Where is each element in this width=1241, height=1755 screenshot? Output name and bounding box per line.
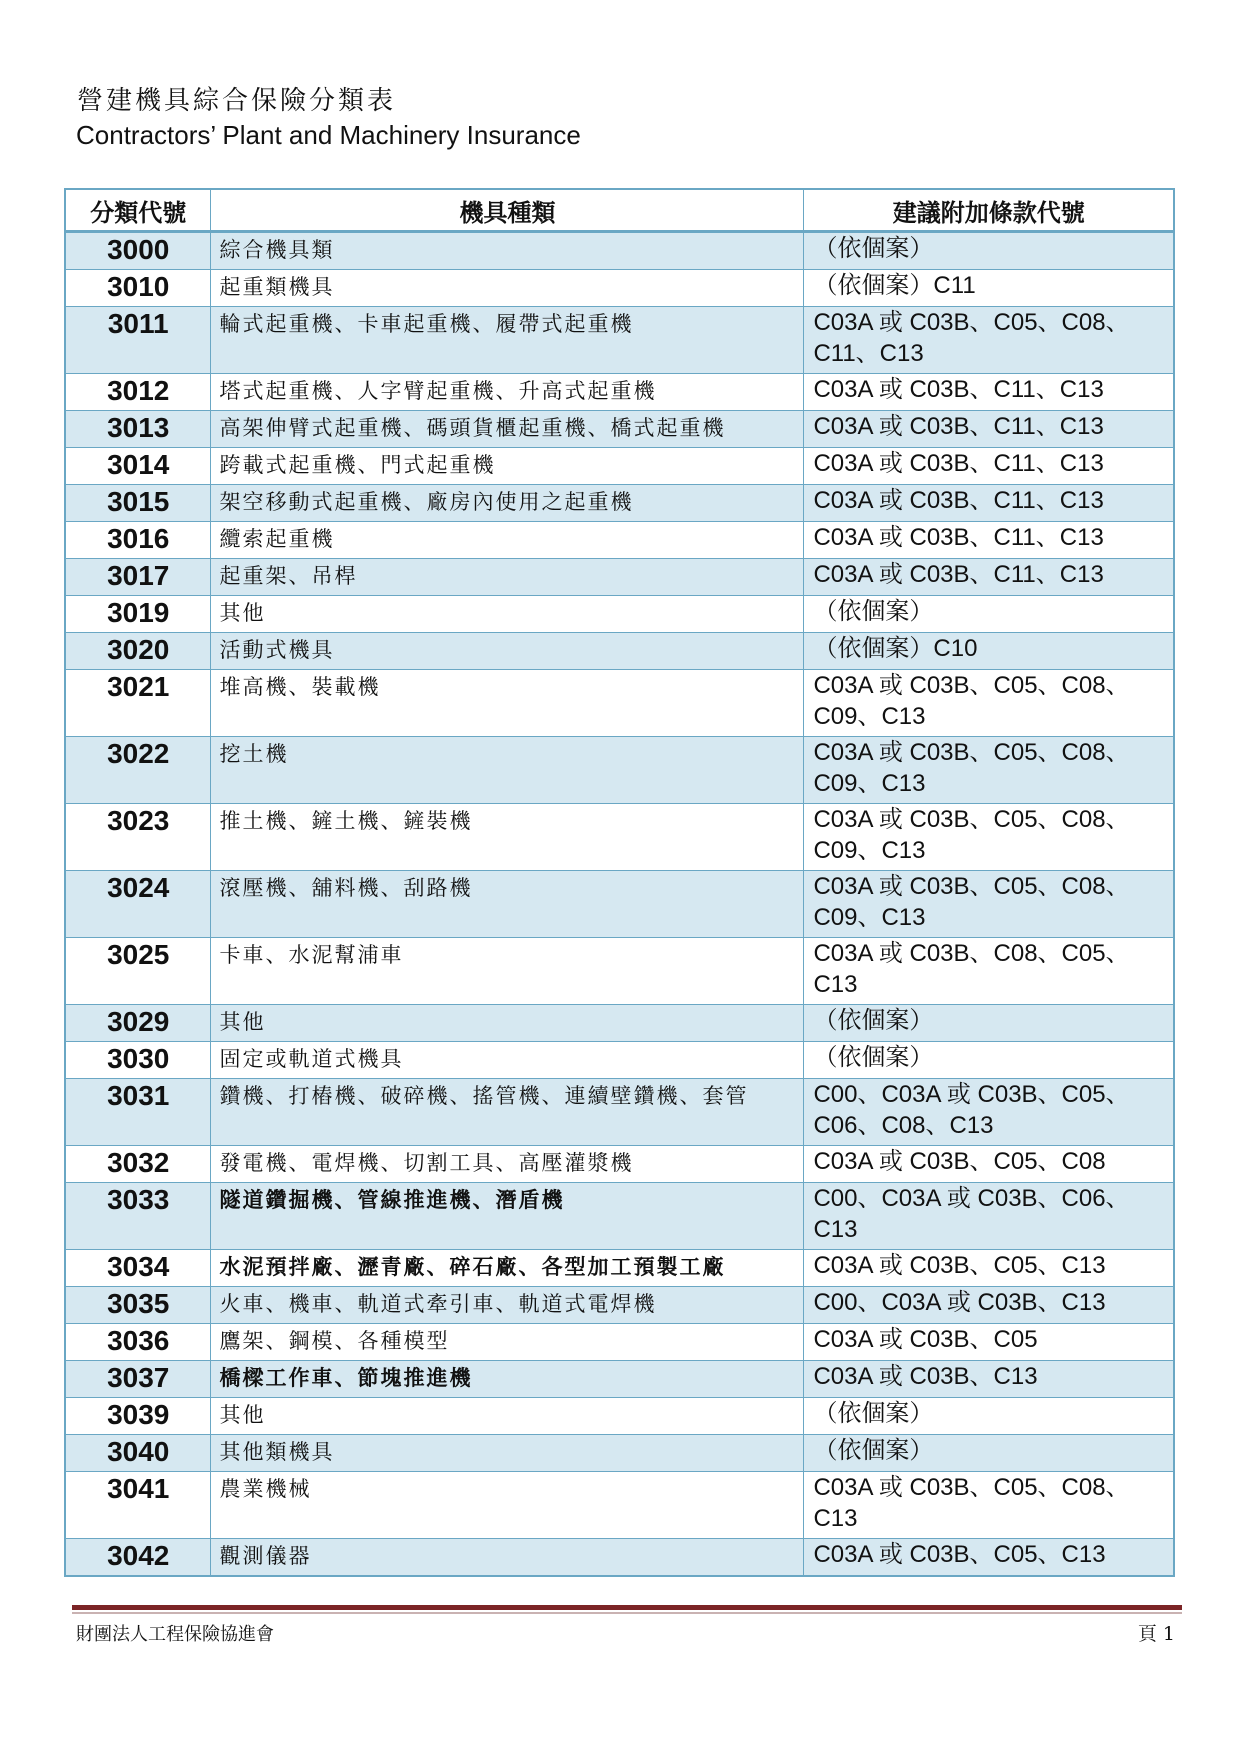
machine-type: 滾壓機、舖料機、刮路機 xyxy=(211,871,804,938)
class-code: 3000 xyxy=(65,232,211,270)
machine-type: 隧道鑽掘機、管線推進機、潛盾機 xyxy=(211,1183,804,1250)
clause-line: C09、C13 xyxy=(813,904,926,931)
clause-line: C03A 或 C03B、C05、C08 xyxy=(813,1148,1106,1175)
table-row xyxy=(65,232,1174,270)
machine-type: 卡車、水泥幫浦車 xyxy=(211,938,804,1005)
clause-line: C03A 或 C03B、C11、C13 xyxy=(813,450,1104,477)
clause-line: C13 xyxy=(813,1505,858,1532)
class-code: 3032 xyxy=(65,1146,211,1183)
clause-line: C09、C13 xyxy=(813,703,926,730)
class-code: 3011 xyxy=(65,307,211,374)
machine-type: 其他 xyxy=(211,1398,804,1435)
table-row xyxy=(65,938,1174,1005)
table-row xyxy=(65,1361,1174,1398)
classification-table xyxy=(64,188,1175,1577)
clause-line: C03A 或 C03B、C05、C13 xyxy=(813,1541,1106,1568)
suggested-clauses xyxy=(804,1005,1174,1042)
table-row xyxy=(65,871,1174,938)
table-row xyxy=(65,559,1174,596)
clause-line: C13 xyxy=(813,971,858,998)
document-title-en: Contractors’ Plant and Machinery Insurance xyxy=(76,120,581,150)
table-row xyxy=(65,1079,1174,1146)
suggested-clauses xyxy=(804,307,1174,374)
class-code: 3035 xyxy=(65,1287,211,1324)
suggested-clauses xyxy=(804,1287,1174,1324)
suggested-clauses xyxy=(804,559,1174,596)
machine-type: 架空移動式起重機、廠房內使用之起重機 xyxy=(211,485,804,522)
clause-line: C03A 或 C03B、C05、C08、 xyxy=(813,1474,1130,1501)
clause-line: （依個案） xyxy=(813,1437,934,1464)
machine-type: 綜合機具類 xyxy=(211,232,804,270)
clause-line: C11、C13 xyxy=(813,340,924,367)
suggested-clauses xyxy=(804,1042,1174,1079)
machine-type: 纜索起重機 xyxy=(211,522,804,559)
clause-line: C03A 或 C03B、C08、C05、 xyxy=(813,940,1130,967)
class-code: 3016 xyxy=(65,522,211,559)
suggested-clauses xyxy=(804,1435,1174,1472)
class-code: 3022 xyxy=(65,737,211,804)
table-row xyxy=(65,270,1174,307)
footer-organization: 財團法人工程保險協進會 xyxy=(76,1624,274,1645)
machine-type: 跨載式起重機、門式起重機 xyxy=(211,448,804,485)
machine-type: 堆高機、裝載機 xyxy=(211,670,804,737)
clause-line: C03A 或 C03B、C05、C08、 xyxy=(813,739,1130,766)
class-code: 3020 xyxy=(65,633,211,670)
machine-type: 發電機、電焊機、切割工具、高壓灌漿機 xyxy=(211,1146,804,1183)
clause-line: C03A 或 C03B、C05、C08、 xyxy=(813,309,1130,336)
class-code: 3031 xyxy=(65,1079,211,1146)
table-row xyxy=(65,1250,1174,1287)
table-row xyxy=(65,1146,1174,1183)
clause-line: （依個案） xyxy=(813,598,934,625)
table-row xyxy=(65,633,1174,670)
table-row xyxy=(65,1472,1174,1539)
class-code: 3039 xyxy=(65,1398,211,1435)
clause-line: C03A 或 C03B、C11、C13 xyxy=(813,376,1104,403)
clause-line: C13 xyxy=(813,1216,858,1243)
suggested-clauses xyxy=(804,871,1174,938)
suggested-clauses xyxy=(804,804,1174,871)
footer-rule xyxy=(72,1605,1182,1610)
suggested-clauses xyxy=(804,1146,1174,1183)
class-code: 3014 xyxy=(65,448,211,485)
clause-line: C03A 或 C03B、C05、C08、 xyxy=(813,672,1130,699)
table-row xyxy=(65,1539,1174,1577)
clause-line: （依個案）C10 xyxy=(813,635,978,662)
suggested-clauses xyxy=(804,596,1174,633)
clause-line: （依個案） xyxy=(813,1044,934,1071)
class-code: 3036 xyxy=(65,1324,211,1361)
machine-type: 觀測儀器 xyxy=(211,1539,804,1577)
suggested-clauses xyxy=(804,448,1174,485)
machine-type: 其他 xyxy=(211,1005,804,1042)
machine-type: 固定或軌道式機具 xyxy=(211,1042,804,1079)
clause-line: C09、C13 xyxy=(813,837,926,864)
suggested-clauses xyxy=(804,1398,1174,1435)
table-row xyxy=(65,1183,1174,1250)
table-row xyxy=(65,1398,1174,1435)
clause-line: C00、C03A 或 C03B、C06、 xyxy=(813,1185,1130,1212)
table-row xyxy=(65,485,1174,522)
class-code: 3013 xyxy=(65,411,211,448)
clause-line: C03A 或 C03B、C05、C08、 xyxy=(813,873,1130,900)
clause-line: C06、C08、C13 xyxy=(813,1112,994,1139)
suggested-clauses xyxy=(804,1361,1174,1398)
machine-type: 高架伸臂式起重機、碼頭貨櫃起重機、橋式起重機 xyxy=(211,411,804,448)
clause-line: C03A 或 C03B、C05 xyxy=(813,1326,1038,1353)
machine-type: 起重架、吊桿 xyxy=(211,559,804,596)
suggested-clauses xyxy=(804,938,1174,1005)
class-code: 3034 xyxy=(65,1250,211,1287)
class-code: 3012 xyxy=(65,374,211,411)
clause-line: C03A 或 C03B、C11、C13 xyxy=(813,487,1104,514)
table-body xyxy=(65,232,1174,1577)
class-code: 3030 xyxy=(65,1042,211,1079)
table-row xyxy=(65,411,1174,448)
table-row xyxy=(65,1435,1174,1472)
machine-type: 火車、機車、軌道式牽引車、軌道式電焊機 xyxy=(211,1287,804,1324)
table-row xyxy=(65,1042,1174,1079)
suggested-clauses xyxy=(804,270,1174,307)
clause-line: （依個案） xyxy=(813,1007,934,1034)
table-row xyxy=(65,1005,1174,1042)
clause-line: C03A 或 C03B、C11、C13 xyxy=(813,524,1104,551)
class-code: 3010 xyxy=(65,270,211,307)
class-code: 3042 xyxy=(65,1539,211,1577)
class-code: 3037 xyxy=(65,1361,211,1398)
clause-line: C09、C13 xyxy=(813,770,926,797)
table-row xyxy=(65,374,1174,411)
machine-type: 其他類機具 xyxy=(211,1435,804,1472)
machine-type: 活動式機具 xyxy=(211,633,804,670)
machine-type: 農業機械 xyxy=(211,1472,804,1539)
table-row xyxy=(65,307,1174,374)
header-type: 機具種類 xyxy=(211,189,804,232)
header-code: 分類代號 xyxy=(65,189,211,232)
suggested-clauses xyxy=(804,1324,1174,1361)
suggested-clauses xyxy=(804,633,1174,670)
clause-line: C03A 或 C03B、C13 xyxy=(813,1363,1038,1390)
machine-type: 起重類機具 xyxy=(211,270,804,307)
class-code: 3025 xyxy=(65,938,211,1005)
machine-type: 其他 xyxy=(211,596,804,633)
suggested-clauses xyxy=(804,522,1174,559)
class-code: 3015 xyxy=(65,485,211,522)
suggested-clauses xyxy=(804,1539,1174,1577)
suggested-clauses xyxy=(804,670,1174,737)
class-code: 3017 xyxy=(65,559,211,596)
clause-line: C03A 或 C03B、C05、C08、 xyxy=(813,806,1130,833)
class-code: 3019 xyxy=(65,596,211,633)
suggested-clauses xyxy=(804,1079,1174,1146)
suggested-clauses xyxy=(804,1183,1174,1250)
machine-type: 鑽機、打樁機、破碎機、搖管機、連續壁鑽機、套管 xyxy=(211,1079,804,1146)
machine-type: 鷹架、鋼模、各種模型 xyxy=(211,1324,804,1361)
machine-type: 水泥預拌廠、瀝青廠、碎石廠、各型加工預製工廠 xyxy=(211,1250,804,1287)
machine-type: 輪式起重機、卡車起重機、履帶式起重機 xyxy=(211,307,804,374)
suggested-clauses xyxy=(804,1472,1174,1539)
clause-line: C00、C03A 或 C03B、C05、 xyxy=(813,1081,1130,1108)
table-row xyxy=(65,1324,1174,1361)
suggested-clauses xyxy=(804,737,1174,804)
suggested-clauses xyxy=(804,374,1174,411)
footer-rule-thin xyxy=(72,1612,1182,1614)
footer-page-number: 頁 1 xyxy=(1137,1623,1175,1645)
table-row xyxy=(65,1287,1174,1324)
machine-type: 挖土機 xyxy=(211,737,804,804)
class-code: 3040 xyxy=(65,1435,211,1472)
class-code: 3024 xyxy=(65,871,211,938)
clause-line: （依個案）C11 xyxy=(813,272,976,299)
document-title-zh: 營建機具綜合保險分類表 xyxy=(77,86,397,116)
clause-line: C03A 或 C03B、C11、C13 xyxy=(813,413,1104,440)
clause-line: C03A 或 C03B、C11、C13 xyxy=(813,561,1104,588)
clause-line: C03A 或 C03B、C05、C13 xyxy=(813,1252,1106,1279)
clause-line: C00、C03A 或 C03B、C13 xyxy=(813,1289,1106,1316)
table-row xyxy=(65,670,1174,737)
machine-type: 橋樑工作車、節塊推進機 xyxy=(211,1361,804,1398)
machine-type: 推土機、鏟土機、鏟裝機 xyxy=(211,804,804,871)
table-row xyxy=(65,737,1174,804)
class-code: 3023 xyxy=(65,804,211,871)
table-header-row xyxy=(65,189,1174,232)
class-code: 3033 xyxy=(65,1183,211,1250)
table-row xyxy=(65,596,1174,633)
table-row xyxy=(65,522,1174,559)
machine-type: 塔式起重機、人字臂起重機、升高式起重機 xyxy=(211,374,804,411)
suggested-clauses xyxy=(804,485,1174,522)
header-clause: 建議附加條款代號 xyxy=(804,189,1174,232)
table-row xyxy=(65,804,1174,871)
class-code: 3041 xyxy=(65,1472,211,1539)
table-row xyxy=(65,448,1174,485)
clause-line: （依個案） xyxy=(813,1400,934,1427)
clause-line: （依個案） xyxy=(813,235,934,262)
class-code: 3029 xyxy=(65,1005,211,1042)
suggested-clauses xyxy=(804,1250,1174,1287)
class-code: 3021 xyxy=(65,670,211,737)
suggested-clauses xyxy=(804,411,1174,448)
suggested-clauses xyxy=(804,232,1174,270)
